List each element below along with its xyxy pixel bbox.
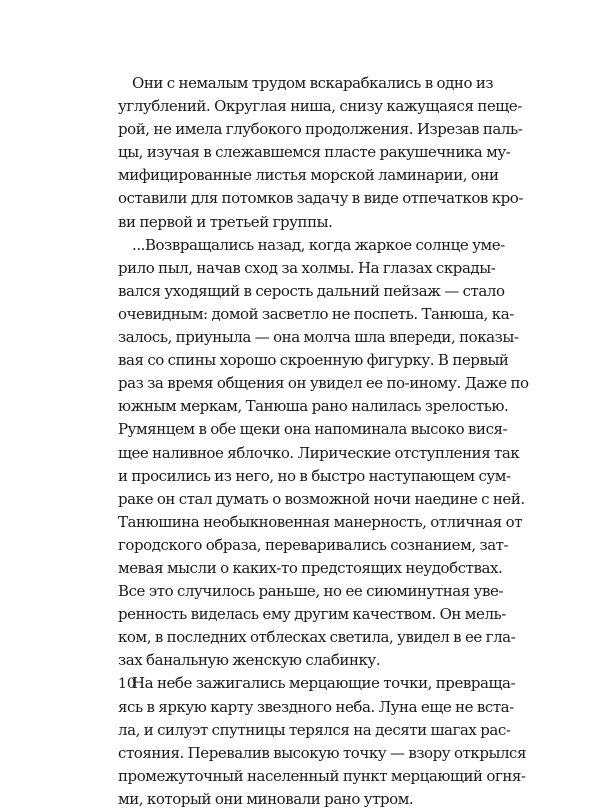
text-line: Они с немалым трудом вскарабкались в одно из bbox=[132, 74, 494, 92]
text-line: ренность виделась ему другим качеством. Он мель- bbox=[118, 605, 506, 624]
text-line: вался уходящий в серость дальний пейзаж — стало bbox=[118, 281, 505, 300]
text-line: рой, не имела глубокого продолжения. Изрезав паль- bbox=[118, 120, 523, 139]
text-line: мевая мысли о каких-то предстоящих неудобствах. bbox=[118, 558, 503, 577]
text-line: раке он стал думать о возможной ночи наедине с ней. bbox=[118, 489, 525, 508]
text-line: цы, изучая в слежавшемся пласте ракушечника му- bbox=[118, 143, 511, 162]
text-line: ясь в яркую карту звездного неба. Луна еще не вста- bbox=[118, 697, 514, 716]
text-line: Румянцем в обе щеки она напоминала высоко вися- bbox=[118, 420, 508, 439]
text-line: очевидным: домой засветло не поспеть. Танюша, ка- bbox=[118, 304, 514, 323]
text-line: щее наливное яблочко. Лирические отступления так bbox=[118, 443, 520, 462]
text-line: вая со спины хорошо скроенную фигурку. В первый bbox=[118, 351, 509, 370]
text-line: ...Возвращались назад, когда жаркое солнце уме- bbox=[132, 235, 505, 254]
text-line: мифицированные листья морской ламинарии, они bbox=[118, 166, 499, 185]
text-line: На небе зажигались мерцающие точки, превраща- bbox=[132, 674, 516, 693]
text-line: оставили для потомков задачу в виде отпечатков кро- bbox=[118, 189, 524, 208]
text-line: зах банальную женскую слабинку. bbox=[118, 651, 381, 670]
text-line: южным меркам, Танюша рано налилась зрелостью. bbox=[118, 397, 509, 416]
text-line: промежуточный населенный пункт мерцающий огня- bbox=[118, 766, 526, 785]
text-line: Все это случилось раньше, но ее сиюминутная уве- bbox=[118, 582, 504, 601]
text-line: раз за время общения он увидел ее по-иному. Даже по bbox=[118, 374, 529, 393]
text-line: Танюшина необыкновенная манерность, отличная от bbox=[118, 512, 523, 531]
text-line: городского образа, переваривались сознанием, зат- bbox=[118, 535, 509, 554]
text-line: углублений. Округлая ниша, снизу кажущаяся пеще- bbox=[118, 97, 522, 116]
text-line: ми, который они миновали рано утром. bbox=[118, 789, 414, 808]
text-line: ла, и силуэт спутницы терялся на десяти шагах рас- bbox=[118, 720, 511, 739]
text-line: стояния. Перевалив высокую точку — взору открылся bbox=[118, 743, 527, 762]
text-line: рило пыл, начав сход за холмы. На глазах скрады- bbox=[118, 258, 496, 277]
paragraph bbox=[118, 234, 529, 673]
text-line: залось, приуныла — она молча шла впереди, показы- bbox=[118, 328, 519, 347]
page-number: 10 bbox=[118, 676, 136, 692]
paragraph bbox=[118, 72, 524, 234]
text-line: ком, в последних отблесках светила, увидел в ее гла- bbox=[118, 628, 516, 647]
body-text bbox=[118, 72, 529, 811]
text-line: ви первой и третьей группы. bbox=[118, 212, 333, 231]
paragraph bbox=[118, 672, 527, 811]
text-line: и просились из него, но в быстро наступающем сум- bbox=[118, 466, 511, 485]
